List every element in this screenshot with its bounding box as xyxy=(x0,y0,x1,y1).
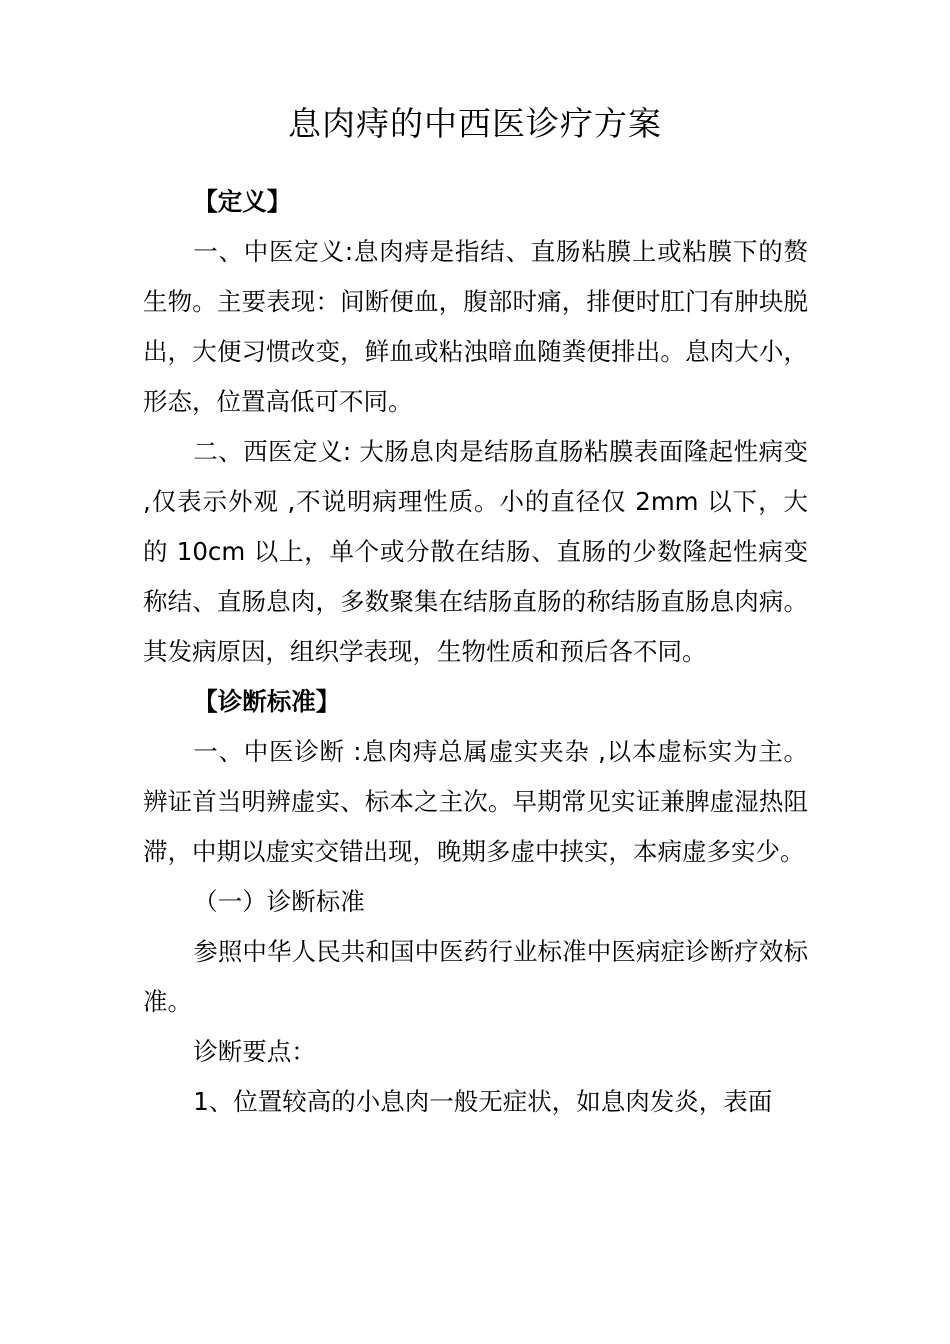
paragraph-tcm-definition: 一、中医定义:息肉痔是指结、直肠粘膜上或粘膜下的赘生物。主要表现：间断便血，腹部时痛，排便时肛门有肿块脱出，大便习惯改变，鲜血或粘浊暗血随粪便排出。息肉大小，形态，位置高低可不同。 xyxy=(143,237,808,416)
page-title: 息肉痔的中西医诊疗方案 xyxy=(288,104,662,143)
section-heading-diagnosis: 【诊断标准】 xyxy=(193,687,341,716)
document-body xyxy=(143,177,808,1127)
paragraph-western-definition: 二、西医定义: 大肠息肉是结肠直肠粘膜表面隆起性病变 ,仅表示外观 ,不说明病理性质。小的直径仅 2mm 以下，大的 10cm 以上，单个或分散在结肠、直肠的少数隆起性病变称结、直肠息肉，多数聚集在结肠直肠的称结肠直肠息肉病。其发病原因，组织学表现，生物性质和预后各不同。 xyxy=(143,437,808,666)
paragraph-reference-standard: 参照中华人民共和国中医药行业标准中医病症诊断疗效标准。 xyxy=(143,937,808,1016)
subheading-diagnostic-points: 诊断要点： xyxy=(193,1037,316,1066)
subheading-diagnostic-criteria: （一）诊断标准 xyxy=(193,887,365,916)
list-item-1: 1、位置较高的小息肉一般无症状，如息肉发炎，表面 xyxy=(193,1087,773,1116)
section-heading-definition: 【定义】 xyxy=(193,187,292,216)
paragraph-tcm-diagnosis: 一、中医诊断 :息肉痔总属虚实夹杂 ,以本虚标实为主。辨证首当明辨虚实、标本之主次。早期常见实证兼脾虚湿热阻滞，中期以虚实交错出现，晚期多虚中挟实，本病虚多实少。 xyxy=(143,737,808,866)
